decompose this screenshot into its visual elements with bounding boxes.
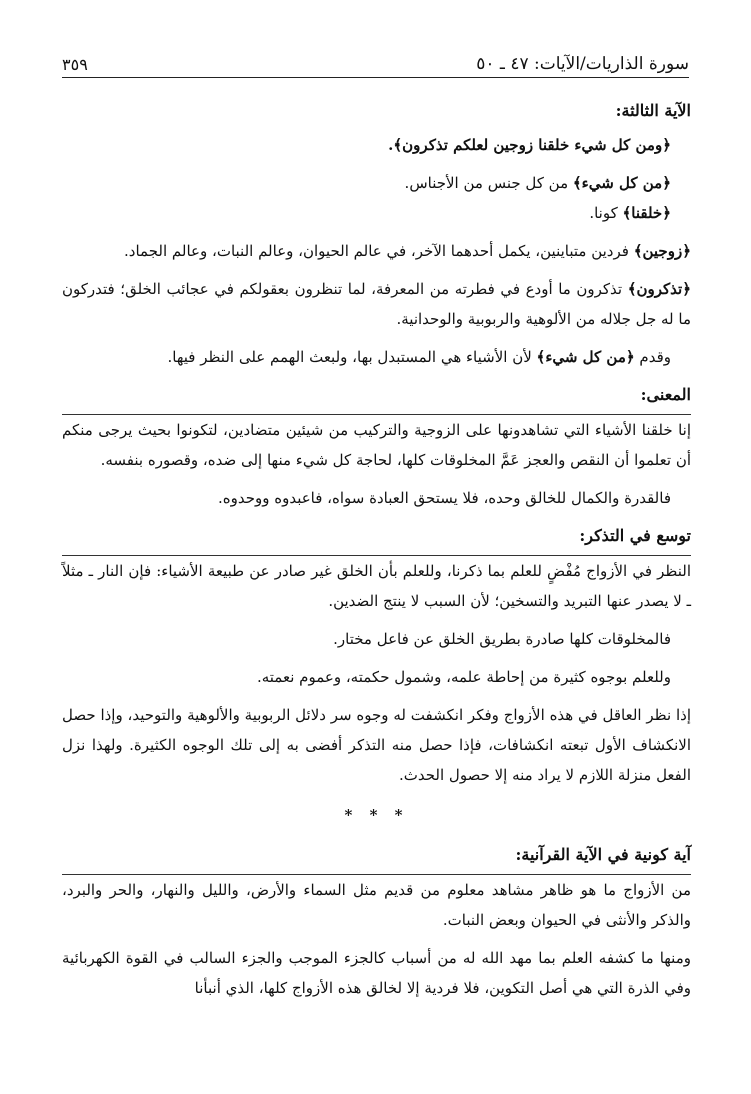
note-text: لأن الأشياء هي المستبدل بها، ولبعث الهمم على النظر فيها. [167, 348, 537, 366]
definition-4 [62, 274, 691, 334]
meaning-paragraph-1: إنا خلقنا الأشياء التي تشاهدونها على الزوجية والتركيب من شيئين متضادين، لتكونوا بحيث يرجى منكم أن تعلموا أن النقص والعجز عَمَّ المخلوقات كلها، لحاجة كل شيء منها إلى ضده، وقصوره بنفسه. [62, 421, 691, 469]
chapter-title: سورة الذاريات/الآيات: ٤٧ ـ ٥٠ [476, 54, 689, 74]
verse-text: ﴿ومن كل شيء خلقنا زوجين لعلكم تذكرون﴾. [388, 136, 671, 154]
section-heading-cosmic: آية كونية في الآية القرآنية: [515, 845, 691, 864]
running-header [62, 44, 689, 74]
definition-term: ﴿تذكرون﴾ [627, 280, 691, 298]
note-term: ﴿من كل شيء﴾ [536, 348, 635, 366]
definition-text: كونا. [589, 204, 623, 222]
note-text: وقدم [634, 348, 671, 366]
section-heading-third-verse: الآية الثالثة: [615, 101, 691, 120]
ordering-note [62, 342, 691, 372]
expansion-paragraph-1: النظر في الأزواج مُفْضٍ للعلم بما ذكرنا، وللعلم بأن الخلق غير صادر عن طبيعة الأشياء: فإن النار ـ مثلاً ـ لا يصدر عنها التبريد والتسخين؛ لأن السبب لا ينتج الضدين. [62, 562, 691, 610]
meaning-paragraph-2: فالقدرة والكمال للخالق وحده، فلا يستحق العبادة سواه، فاعبدوه ووحدوه. [217, 489, 671, 507]
definition-term: ﴿من كل شيء﴾ [572, 174, 671, 192]
cosmic-paragraph-2: ومنها ما كشفه العلم بما مهد الله له من أسباب كالجزء الموجب والجزء السالب في القوة الكهربائية وفي الذرة التي هي أصل التكوين، فلا فردية إلا لخالق هذه الأزواج كلها، الذي أنبأنا [62, 949, 691, 997]
definition-text: من كل جنس من الأجناس. [404, 174, 573, 192]
definition-term: ﴿خلقنا﴾ [622, 204, 671, 222]
section-heading-expansion: توسع في التذكر: [579, 526, 691, 545]
page-body [62, 92, 691, 1003]
header-rule [62, 77, 689, 78]
definition-3 [62, 236, 691, 266]
definition-1 [62, 168, 691, 198]
expansion-paragraph-2: فالمخلوقات كلها صادرة بطريق الخلق عن فاعل مختار. [333, 630, 671, 648]
cosmic-paragraph-1: من الأزواج ما هو ظاهر مشاهد معلوم من قديم مثل السماء والأرض، والليل والنهار، والحر والبرد، والذكر والأنثى في الحيوان وبعض النبات. [62, 881, 691, 929]
expansion-paragraph-4: إذا نظر العاقل في هذه الأزواج وفكر انكشفت له وجوه سر دلائل الربوبية والألوهية والتوحيد، وإذا حصل الانكشاف الأول تبعته انكشافات، فإذا حصل منه التذكر أفضى به إلى تلك الوجوه الكثيرة. ولهذا نزل الفعل منزلة اللازم لا يراد منه إلا حصول الحدث. [62, 706, 691, 784]
section-heading-meaning: المعنى: [640, 385, 691, 404]
definition-2 [62, 198, 691, 228]
definition-text: فردين متباينين، يكمل أحدهما الآخر، في عالم الحيوان، وعالم النبات، وعالم الجماد. [124, 242, 634, 260]
definition-term: ﴿زوجين﴾ [633, 242, 691, 260]
section-separator: * * * [344, 806, 409, 824]
expansion-paragraph-3: وللعلم بوجوه كثيرة من إحاطة علمه، وشمول حكمته، وعموم نعمته. [256, 668, 671, 686]
definition-text: تذكرون ما أودع في فطرته من المعرفة، لما تنظرون بعقولكم في عجائب الخلق؛ فتدركون ما له جل جلاله من الألوهية والربوبية والوحدانية. [62, 280, 691, 328]
page-number: ٣٥٩ [62, 55, 88, 74]
